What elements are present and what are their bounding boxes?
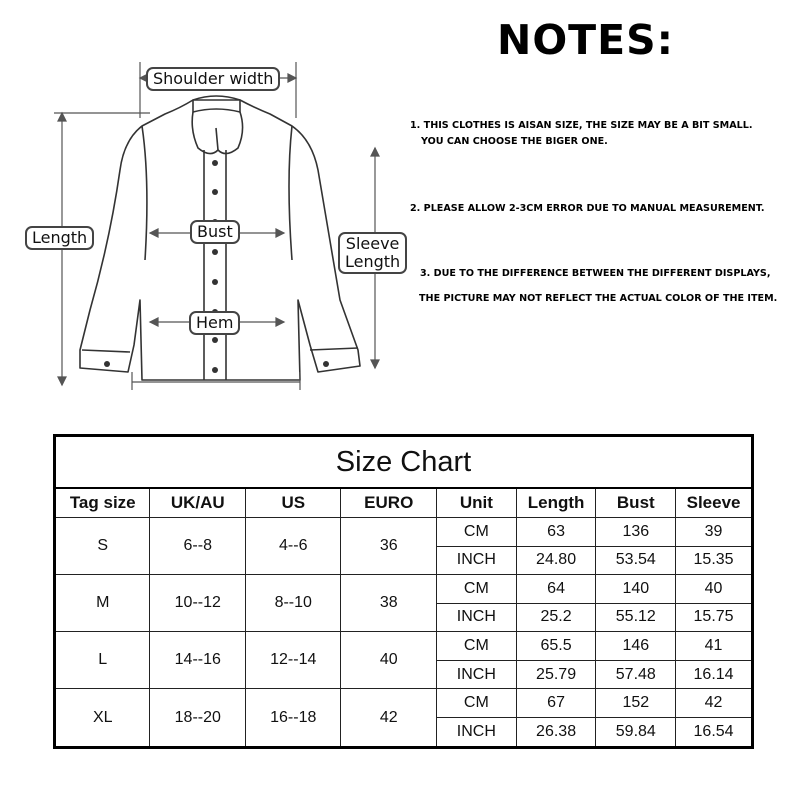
table-row [55,689,753,718]
sleeve-cell: 15.35 [676,546,753,575]
tag-size-cell: L [55,632,150,689]
label-sleeve-line1: Sleeve [345,234,400,253]
label-bust: Bust [190,220,240,244]
note-3-line-2: THE PICTURE MAY NOT REFLECT THE ACTUAL COLOR OF THE ITEM. [419,293,778,304]
tag-size-cell: M [55,575,150,632]
length-cell: 25.2 [516,603,596,632]
sleeve-cell: 41 [676,632,753,661]
note-3-line-1: 3. DUE TO THE DIFFERENCE BETWEEN THE DIFFERENT DISPLAYS, [420,268,771,279]
shirt-diagram [0,0,430,400]
length-cell: 67 [516,689,596,718]
length-cell: 64 [516,575,596,604]
header-cell: Sleeve [676,488,753,518]
sleeve-cell: 42 [676,689,753,718]
length-cell: 25.79 [516,660,596,689]
table-row [55,575,753,604]
bust-cell: 136 [596,518,676,547]
size-chart-table [53,434,754,749]
label-shoulder-width: Shoulder width [146,67,280,91]
us-cell: 12--14 [246,632,341,689]
size-chart-title: Size Chart [55,436,753,489]
euro-cell: 36 [341,518,437,575]
euro-cell: 38 [341,575,437,632]
uk-au-cell: 14--16 [150,632,246,689]
uk-au-cell: 10--12 [150,575,246,632]
uk-au-cell: 6--8 [150,518,246,575]
bust-cell: 152 [596,689,676,718]
bust-cell: 55.12 [596,603,676,632]
length-cell: 26.38 [516,717,596,747]
length-cell: 24.80 [516,546,596,575]
header-cell: Length [516,488,596,518]
header-cell: US [246,488,341,518]
euro-cell: 42 [341,689,437,748]
notes-title: NOTES: [497,16,675,64]
bust-cell: 53.54 [596,546,676,575]
sleeve-cell: 16.14 [676,660,753,689]
us-cell: 8--10 [246,575,341,632]
sleeve-cell: 16.54 [676,717,753,747]
header-cell: Bust [596,488,676,518]
euro-cell: 40 [341,632,437,689]
unit-cell: INCH [437,546,517,575]
unit-cell: INCH [437,660,517,689]
header-cell: EURO [341,488,437,518]
sleeve-cell: 15.75 [676,603,753,632]
buttons [104,160,329,373]
bust-cell: 59.84 [596,717,676,747]
unit-cell: INCH [437,603,517,632]
us-cell: 4--6 [246,518,341,575]
unit-cell: CM [437,518,517,547]
label-length: Length [25,226,94,250]
length-cell: 63 [516,518,596,547]
label-hem: Hem [189,311,240,335]
bust-cell: 146 [596,632,676,661]
unit-cell: INCH [437,717,517,747]
bust-cell: 57.48 [596,660,676,689]
table-row [55,518,753,547]
label-sleeve-line2: Length [345,252,401,271]
us-cell: 16--18 [246,689,341,748]
unit-cell: CM [437,689,517,718]
label-sleeve-length [338,232,407,274]
table-row [55,632,753,661]
header-row [55,488,753,518]
size-chart-title-row [55,436,753,489]
header-cell: Unit [437,488,517,518]
bust-cell: 140 [596,575,676,604]
note-1-line-1: 1. THIS CLOTHES IS AISAN SIZE, THE SIZE MAY BE A BIT SMALL. [410,120,753,131]
header-cell: Tag size [55,488,150,518]
tag-size-cell: XL [55,689,150,748]
header-cell: UK/AU [150,488,246,518]
sleeve-cell: 40 [676,575,753,604]
tag-size-cell: S [55,518,150,575]
length-cell: 65.5 [516,632,596,661]
unit-cell: CM [437,575,517,604]
sleeve-cell: 39 [676,518,753,547]
uk-au-cell: 18--20 [150,689,246,748]
note-1-line-2: YOU CAN CHOOSE THE BIGER ONE. [421,136,608,147]
note-2: 2. PLEASE ALLOW 2-3CM ERROR DUE TO MANUAL MEASUREMENT. [410,203,765,214]
unit-cell: CM [437,632,517,661]
